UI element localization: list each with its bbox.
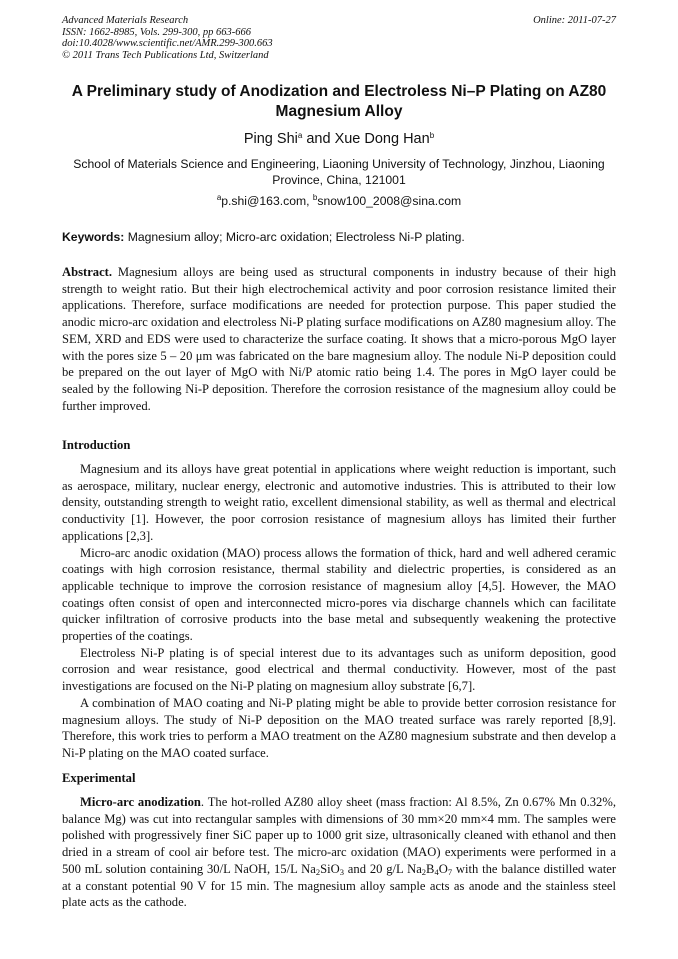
subscript: 4	[434, 866, 439, 877]
author-affil-mark: a	[297, 131, 303, 140]
author-name: Xue Dong Han	[334, 131, 430, 147]
abstract	[62, 264, 616, 414]
paragraph	[62, 794, 616, 911]
affiliation: School of Materials Science and Engineering, Liaoning University of Technology, Jinzhou, Liaoning Province, China, 121001	[73, 157, 605, 187]
paper-title: A Preliminary study of Anodization and Electroless Ni–P Plating on AZ80 Magnesium Alloy	[71, 83, 607, 120]
paragraph-text: with the balance distilled water at a constant potential 90 V for 15 min. The magnesium alloy sample acts as anode and the stainless steel plate acts as the cathode.	[62, 861, 617, 910]
introduction-section	[62, 461, 616, 762]
paragraph: A combination of MAO coating and Ni-P plating might be able to provide better corrosion resistance for magnesium alloys. The study of Ni-P deposition on the MAO treated surface was rarely reported [8,9]. Therefore, this work tries to perform a MAO treatment on the AZ80 magnesium substrate and then develop a Ni-P plating on the MAO coated surface.	[62, 695, 616, 760]
email-mark: b	[312, 193, 318, 202]
keywords-text: Magnesium alloy; Micro-arc oxidation; Electroless Ni-P plating.	[124, 230, 465, 244]
author-name: Ping Shi	[243, 131, 298, 147]
subscript: 7	[447, 866, 453, 877]
paragraph-text: SiO	[320, 861, 340, 876]
author-affil-mark: b	[429, 131, 435, 140]
doi-line[interactable]: doi:10.4028/www.scientific.net/AMR.299-300.663	[62, 38, 273, 50]
journal-name: Advanced Materials Research	[62, 15, 189, 26]
keywords-label: Keywords:	[62, 230, 125, 244]
email-mark: a	[216, 193, 222, 202]
paragraph-text: . The hot-rolled AZ80 alloy sheet (mass fraction: Al 8.5%, Zn 0.67% Mn 0.32%, balance Mg) was cut into rectangular samples with dimensions of 30 mm×20 mm×4 mm. The samples were polished with progressively finer SiC paper up to 1000 grit size, ultrasonically cleaned with ethanol and then dried in a stream of cool air before test. The micro-arc oxidation (MAO) experiments were performed in a 500 mL solution containing 30/L NaOH, 15/L Na	[62, 795, 616, 876]
email-line	[62, 193, 616, 209]
subscript: 2	[421, 866, 427, 877]
paragraph-text: B	[426, 861, 435, 876]
subscript: 2	[315, 866, 321, 877]
paragraph: Electroless Ni-P plating is of special interest due to its advantages such as uniform deposition, good corrosion and wear resistance, good electrical and thermal conductivity. However, most of the past investigations are focused on the Ni-P plating on magnesium alloy substrate [6,7].	[62, 645, 616, 694]
section-heading-experimental: Experimental	[62, 771, 136, 785]
subscript: 3	[339, 866, 344, 877]
email-address[interactable]: p.shi@163.com,	[221, 194, 313, 208]
paragraph-text: and 20 g/L Na	[343, 861, 422, 876]
experimental-section	[62, 794, 616, 911]
issn-line: ISSN: 1662-8985, Vols. 299-300, pp 663-666	[62, 26, 251, 38]
journal-header	[62, 15, 616, 61]
abstract-text: Magnesium alloys are being used as structural components in industry because of their high strength to weight ratio. But their high electrochemical activity and poor corrosion resistance limited their applications. Therefore, surface modifications are needed for protection purpose. This paper studied the anodic micro-arc oxidation and electroless Ni-P plating surface modifications on AZ80 magnesium alloy. The SEM, XRD and EDS were used to characterize the surface coating. It shows that a micro-porous MgO layer with the pores size 5 – 20 μm was fabricated on the bare magnesium alloy. The nodule Ni-P deposition could be prepared on the out layer of MgO with Ni/P atomic ratio being 1.4. The pores in MgO layer could be sealed by the following Ni-P deposition. Therefore the corrosion resistance of the magnesium alloy could be further improved.	[62, 265, 616, 413]
subsection-label: Micro-arc anodization	[80, 795, 201, 809]
paragraph: Magnesium and its alloys have great potential in applications where weight reduction is important, such as aerospace, military, nuclear energy, electronic and automotive industries. This is attributed to their low density, outstanding strength to weight ratio, excellent dimensional stability, as well as thermal and electrical conductivity [1]. However, the poor corrosion resistance of magnesium alloys has limited their further applications [2,3].	[62, 462, 616, 543]
section-heading-introduction: Introduction	[62, 438, 131, 452]
paragraph-text: O	[438, 861, 448, 876]
author-conjunction: and	[302, 131, 335, 147]
paragraph: Micro-arc anodic oxidation (MAO) process allows the formation of thick, hard and well adhered ceramic coatings with high corrosion resistance, thermal stability and dielectric properties, is considered as an applicable technique to improve the corrosion resistance of magnesium alloy [4,5]. However, the MAO coatings often consist of open and interconnected micro-pores via discharge channels which can facilitate quicker infiltration of corrosive products into the base metal and subsequently weakening the protective properties of the coatings.	[62, 545, 616, 644]
author-line	[62, 130, 616, 148]
online-date: Online: 2011-07-27	[533, 15, 616, 26]
email-address[interactable]: snow100_2008@sina.com	[317, 194, 462, 208]
abstract-label: Abstract.	[62, 265, 113, 279]
copyright-line: © 2011 Trans Tech Publications Ltd, Switzerland	[62, 49, 269, 61]
keywords	[62, 229, 616, 245]
